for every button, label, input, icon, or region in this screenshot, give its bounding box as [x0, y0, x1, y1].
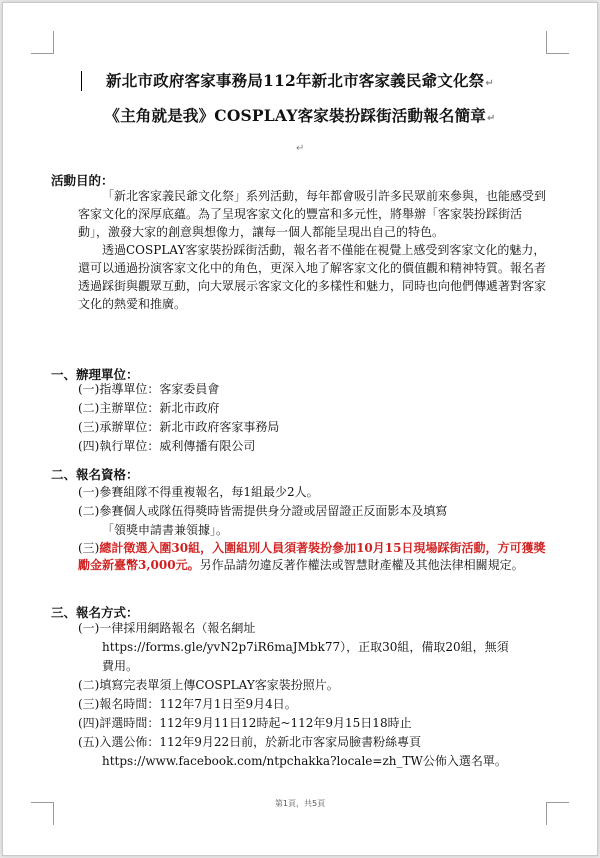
method-item-5-line2[interactable]: https://www.facebook.com/ntpchakka?locale=zh_TW公佈入選名單。 — [102, 754, 507, 768]
units-item-2[interactable]: (二)主辦單位：新北市政府 — [78, 401, 220, 415]
section-purpose-heading[interactable]: 活動目的： — [51, 173, 114, 188]
method-item-1-line2[interactable]: https://forms.gle/yvN2p7iR6maJMbk77），正取30組，備取20組，無須 — [102, 640, 509, 654]
document-title-line1[interactable]: 新北市政府客家事務局112年新北市客家義民爺文化祭↵ — [106, 71, 494, 90]
method-item-2[interactable]: (二)填寫完表單須上傳COSPLAY客家裝扮照片。 — [78, 678, 339, 692]
units-item-4[interactable]: (四)執行單位：威利傳播有限公司 — [78, 439, 256, 453]
document-page — [2, 2, 598, 856]
method-item-1-line1[interactable]: (一)一律採用網路報名（報名網址 — [78, 621, 256, 635]
crop-mark-top-left — [31, 31, 54, 54]
crop-mark-top-right — [546, 31, 569, 54]
qualification-item-1[interactable]: (一)參賽組隊不得重複報名，每1組最少2人。 — [78, 485, 319, 499]
document-title-line2[interactable]: 《主角就是我》COSPLAY客家裝扮踩街活動報名簡章↵ — [104, 106, 496, 125]
section-purpose-body[interactable] — [78, 187, 548, 313]
purpose-paragraph-2[interactable]: 透過COSPLAY客家裝扮踩街活動，報名者不僅能在視覺上感受到客家文化的魅力，還可以通過扮演客家文化中的角色，更深入地了解客家文化的價值觀和精神特質。報名者透過踩街與觀眾互動，向大眾展示客家文化的多樣性和魅力，同時也向他們傳遞著對客家文化的熱愛和推廣。 — [78, 243, 547, 311]
section-qualification-heading[interactable]: 二、報名資格： — [51, 467, 139, 482]
section-units-heading[interactable]: 一、辦理單位： — [51, 367, 139, 382]
method-item-4[interactable]: (四)評選時間：112年9月11日12時起~112年9月15日18時止 — [78, 716, 412, 730]
method-item-1-line3[interactable]: 費用。 — [102, 659, 139, 673]
page-footer: 第1頁，共5頁 — [274, 799, 326, 808]
units-item-3[interactable]: (三)承辦單位：新北市政府客家事務局 — [78, 420, 280, 434]
qualification-item-2-line1[interactable]: (二)參賽個人或隊伍得獎時皆需提供身分證或居留證正反面影本及填寫 — [78, 504, 448, 518]
purpose-paragraph-1[interactable]: 「新北客家義民爺文化祭」系列活動，每年都會吸引許多民眾前來參與，也能感受到客家文化的深厚底蘊。為了呈現客家文化的豐富和多元性，將舉辦「客家裝扮踩街活動」，激發大家的創意與想像力，讓每一個人都能呈現出自己的特色。 — [78, 189, 547, 239]
method-item-3[interactable]: (三)報名時間：112年7月1日至9月4日。 — [78, 697, 297, 711]
qualification-item-3-prefix: (三) — [78, 541, 100, 555]
qualification-item-2-line2[interactable]: 「領獎申請書兼領據」。 — [102, 523, 229, 537]
units-item-1[interactable]: (一)指導單位：客家委員會 — [78, 382, 220, 396]
qualification-item-3-highlight: 總計徵選入圍30組，入圍組別人員須著裝扮參加10月15日現場踩街活動，方可獲獎勵金新臺幣3,000元。 — [78, 541, 546, 572]
qualification-item-3[interactable] — [78, 540, 548, 574]
qualification-item-3-rest: 另作品請勿違反著作權法或智慧財產權及其他法律相關規定。 — [199, 558, 524, 572]
method-item-5-line1[interactable]: (五)入選公佈：112年9月22日前，於新北市客家局臉書粉絲專頁 — [78, 735, 422, 749]
paragraph-mark: ↵ — [296, 143, 305, 154]
section-method-heading[interactable]: 三、報名方式： — [51, 605, 139, 620]
